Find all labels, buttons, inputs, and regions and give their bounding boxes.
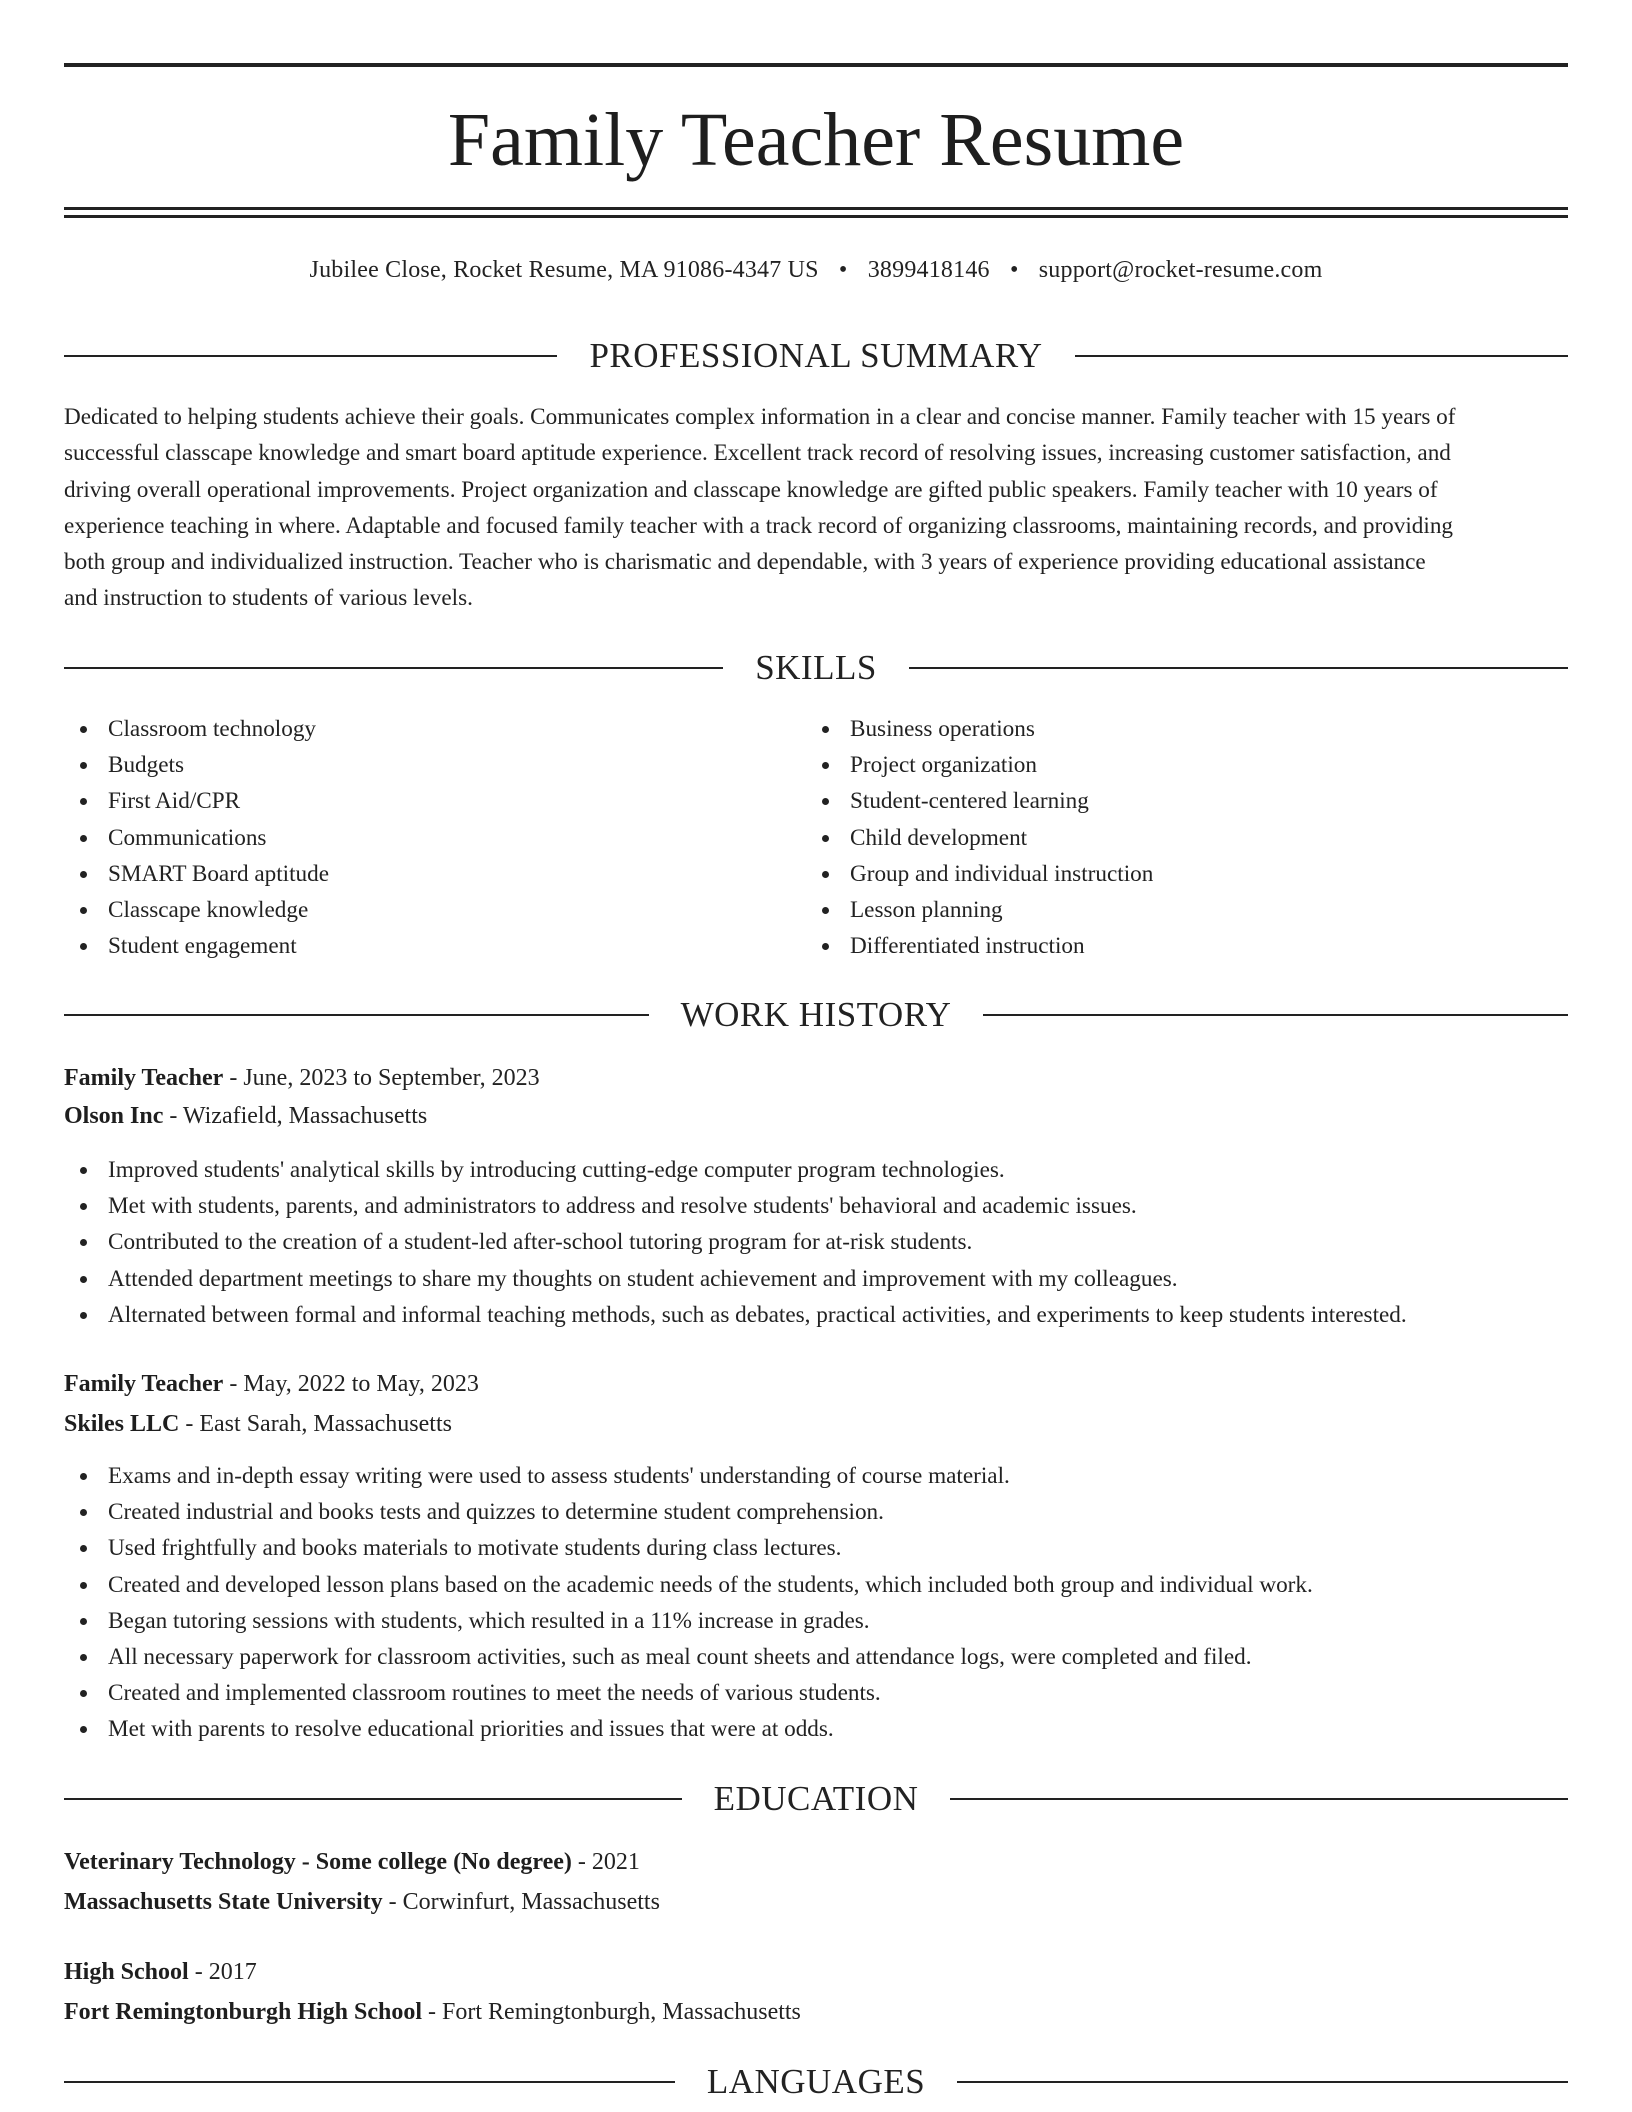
contact-line <box>64 252 1568 288</box>
skills-list-left <box>64 711 804 964</box>
section-title: PROFESSIONAL SUMMARY <box>589 336 1043 375</box>
skills-list-right <box>806 711 1546 964</box>
education-location: - Fort Remingtonburgh, Massachusetts <box>422 1999 801 2025</box>
heading-rule-right <box>957 2081 1568 2083</box>
job-location: - East Sarah, Massachusetts <box>179 1411 452 1437</box>
section-heading-education <box>64 1777 1568 1821</box>
education-degree-line <box>64 1844 1568 1880</box>
heading-rule-left <box>64 355 557 357</box>
skill-item: First Aid/CPR <box>64 783 804 819</box>
section-heading-languages <box>64 2060 1568 2104</box>
skill-item: Student engagement <box>64 928 804 964</box>
skill-item: Communications <box>64 820 804 856</box>
section-title: LANGUAGES <box>706 2062 926 2101</box>
contact-separator: • <box>838 257 848 283</box>
summary-line: Dedicated to helping students achieve their goals. Communicates complex information in a clear and concise manner. Family teacher with 15 years of <box>64 404 1456 430</box>
skill-item: Child development <box>806 820 1546 856</box>
job-bullet: Attended department meetings to share my thoughts on student achievement and improvement with my colleagues. <box>64 1261 1568 1297</box>
education-degree: Veterinary Technology - Some college (No degree) <box>64 1849 572 1875</box>
job-bullet: Exams and in-depth essay writing were used to assess students' understanding of course material. <box>64 1458 1568 1494</box>
education-school: Fort Remingtonburgh High School <box>64 1999 423 2025</box>
skill-item: Project organization <box>806 747 1546 783</box>
summary-paragraph <box>64 399 1568 617</box>
section-heading-skills <box>64 646 1568 690</box>
job-bullet: Used frightfully and books materials to motivate students during class lectures. <box>64 1530 1568 1566</box>
summary-line: driving overall operational improvements. Project organization and classcape knowledge are gifted public speakers. Family teacher with 10 years of <box>64 476 1438 503</box>
skill-item: Classcape knowledge <box>64 892 804 928</box>
heading-rule-right <box>1075 355 1568 357</box>
skill-item: Business operations <box>806 711 1546 747</box>
job-title: Family Teacher <box>64 1371 224 1397</box>
top-rule <box>64 63 1568 67</box>
job-bullets <box>64 1458 1568 1748</box>
education-year: - 2017 <box>188 1959 257 1985</box>
education-school-line <box>64 1884 1568 1920</box>
job-bullet: Created and implemented classroom routines to meet the needs of various students. <box>64 1675 1568 1711</box>
job-company: Olson Inc <box>64 1103 164 1129</box>
job-dates: - June, 2023 to September, 2023 <box>223 1065 540 1091</box>
skill-item: Student-centered learning <box>806 783 1546 819</box>
skill-item: SMART Board aptitude <box>64 856 804 892</box>
heading-rule-right <box>950 1798 1568 1800</box>
heading-rule-left <box>64 667 723 669</box>
job-title-line <box>64 1366 1568 1402</box>
heading-rule-left <box>64 1798 682 1800</box>
section-title: SKILLS <box>755 648 877 687</box>
contact-address: Jubilee Close, Rocket Resume, MA 91086-4347 US <box>309 257 819 283</box>
summary-line: and instruction to students of various levels. <box>64 585 473 612</box>
job-title-line <box>64 1060 1568 1096</box>
job-bullet: Created and developed lesson plans based on the academic needs of the students, which included both group and individual work. <box>64 1567 1568 1603</box>
section-title: WORK HISTORY <box>680 995 952 1034</box>
job-bullet: Alternated between formal and informal teaching methods, such as debates, practical activities, and experiments to keep students interested. <box>64 1297 1568 1333</box>
job-bullet: Improved students' analytical skills by introducing cutting-edge computer program technologies. <box>64 1152 1568 1188</box>
job-dates: - May, 2022 to May, 2023 <box>223 1371 479 1397</box>
section-title: EDUCATION <box>713 1779 919 1818</box>
summary-line: both group and individualized instruction. Teacher who is charismatic and dependable, with 3 years of experience providing educational assistance <box>64 549 1426 576</box>
contact-separator: • <box>1009 257 1019 283</box>
job-bullet: All necessary paperwork for classroom activities, such as meal count sheets and attendance logs, were completed and filed. <box>64 1639 1568 1675</box>
contact-phone: 3899418146 <box>867 257 990 283</box>
heading-rule-left <box>64 2081 675 2083</box>
resume-title: Family Teacher Resume <box>447 98 1185 182</box>
summary-line: experience teaching in where. Adaptable and focused family teacher with a track record of organizing classrooms, maintaining records, and providing <box>64 512 1454 539</box>
summary-line: successful classcape knowledge and smart board aptitude experience. Excellent track record of resolving issues, increasing customer satisfaction, and <box>64 440 1451 467</box>
heading-rule-right <box>983 1014 1568 1016</box>
skill-item: Classroom technology <box>64 711 804 747</box>
job-bullet: Met with students, parents, and administrators to address and resolve students' behavioral and academic issues. <box>64 1188 1568 1224</box>
job-bullet: Began tutoring sessions with students, which resulted in a 11% increase in grades. <box>64 1603 1568 1639</box>
title-rule-upper <box>64 207 1568 210</box>
job-company-line <box>64 1098 1568 1134</box>
job-company-line <box>64 1406 1568 1442</box>
education-school: Massachusetts State University <box>64 1889 383 1915</box>
education-degree: High School <box>64 1959 189 1985</box>
skill-item: Differentiated instruction <box>806 928 1546 964</box>
job-bullet: Created industrial and books tests and quizzes to determine student comprehension. <box>64 1494 1568 1530</box>
skill-item: Lesson planning <box>806 892 1546 928</box>
section-heading-summary <box>64 334 1568 378</box>
section-heading-work <box>64 993 1568 1037</box>
job-company: Skiles LLC <box>64 1411 180 1437</box>
job-bullet: Contributed to the creation of a student-led after-school tutoring program for at-risk students. <box>64 1224 1568 1260</box>
title-rule-lower <box>64 215 1568 218</box>
contact-email: support@rocket-resume.com <box>1038 257 1323 283</box>
skill-item: Group and individual instruction <box>806 856 1546 892</box>
job-bullet: Met with parents to resolve educational priorities and issues that were at odds. <box>64 1711 1568 1747</box>
job-location: - Wizafield, Massachusetts <box>163 1103 428 1129</box>
heading-rule-right <box>909 667 1568 669</box>
education-location: - Corwinfurt, Massachusetts <box>382 1889 660 1915</box>
job-title: Family Teacher <box>64 1065 224 1091</box>
education-year: - 2021 <box>571 1849 640 1875</box>
skill-item: Budgets <box>64 747 804 783</box>
heading-rule-left <box>64 1014 649 1016</box>
education-school-line <box>64 1994 1568 2030</box>
education-degree-line <box>64 1954 1568 1990</box>
job-bullets <box>64 1152 1568 1333</box>
